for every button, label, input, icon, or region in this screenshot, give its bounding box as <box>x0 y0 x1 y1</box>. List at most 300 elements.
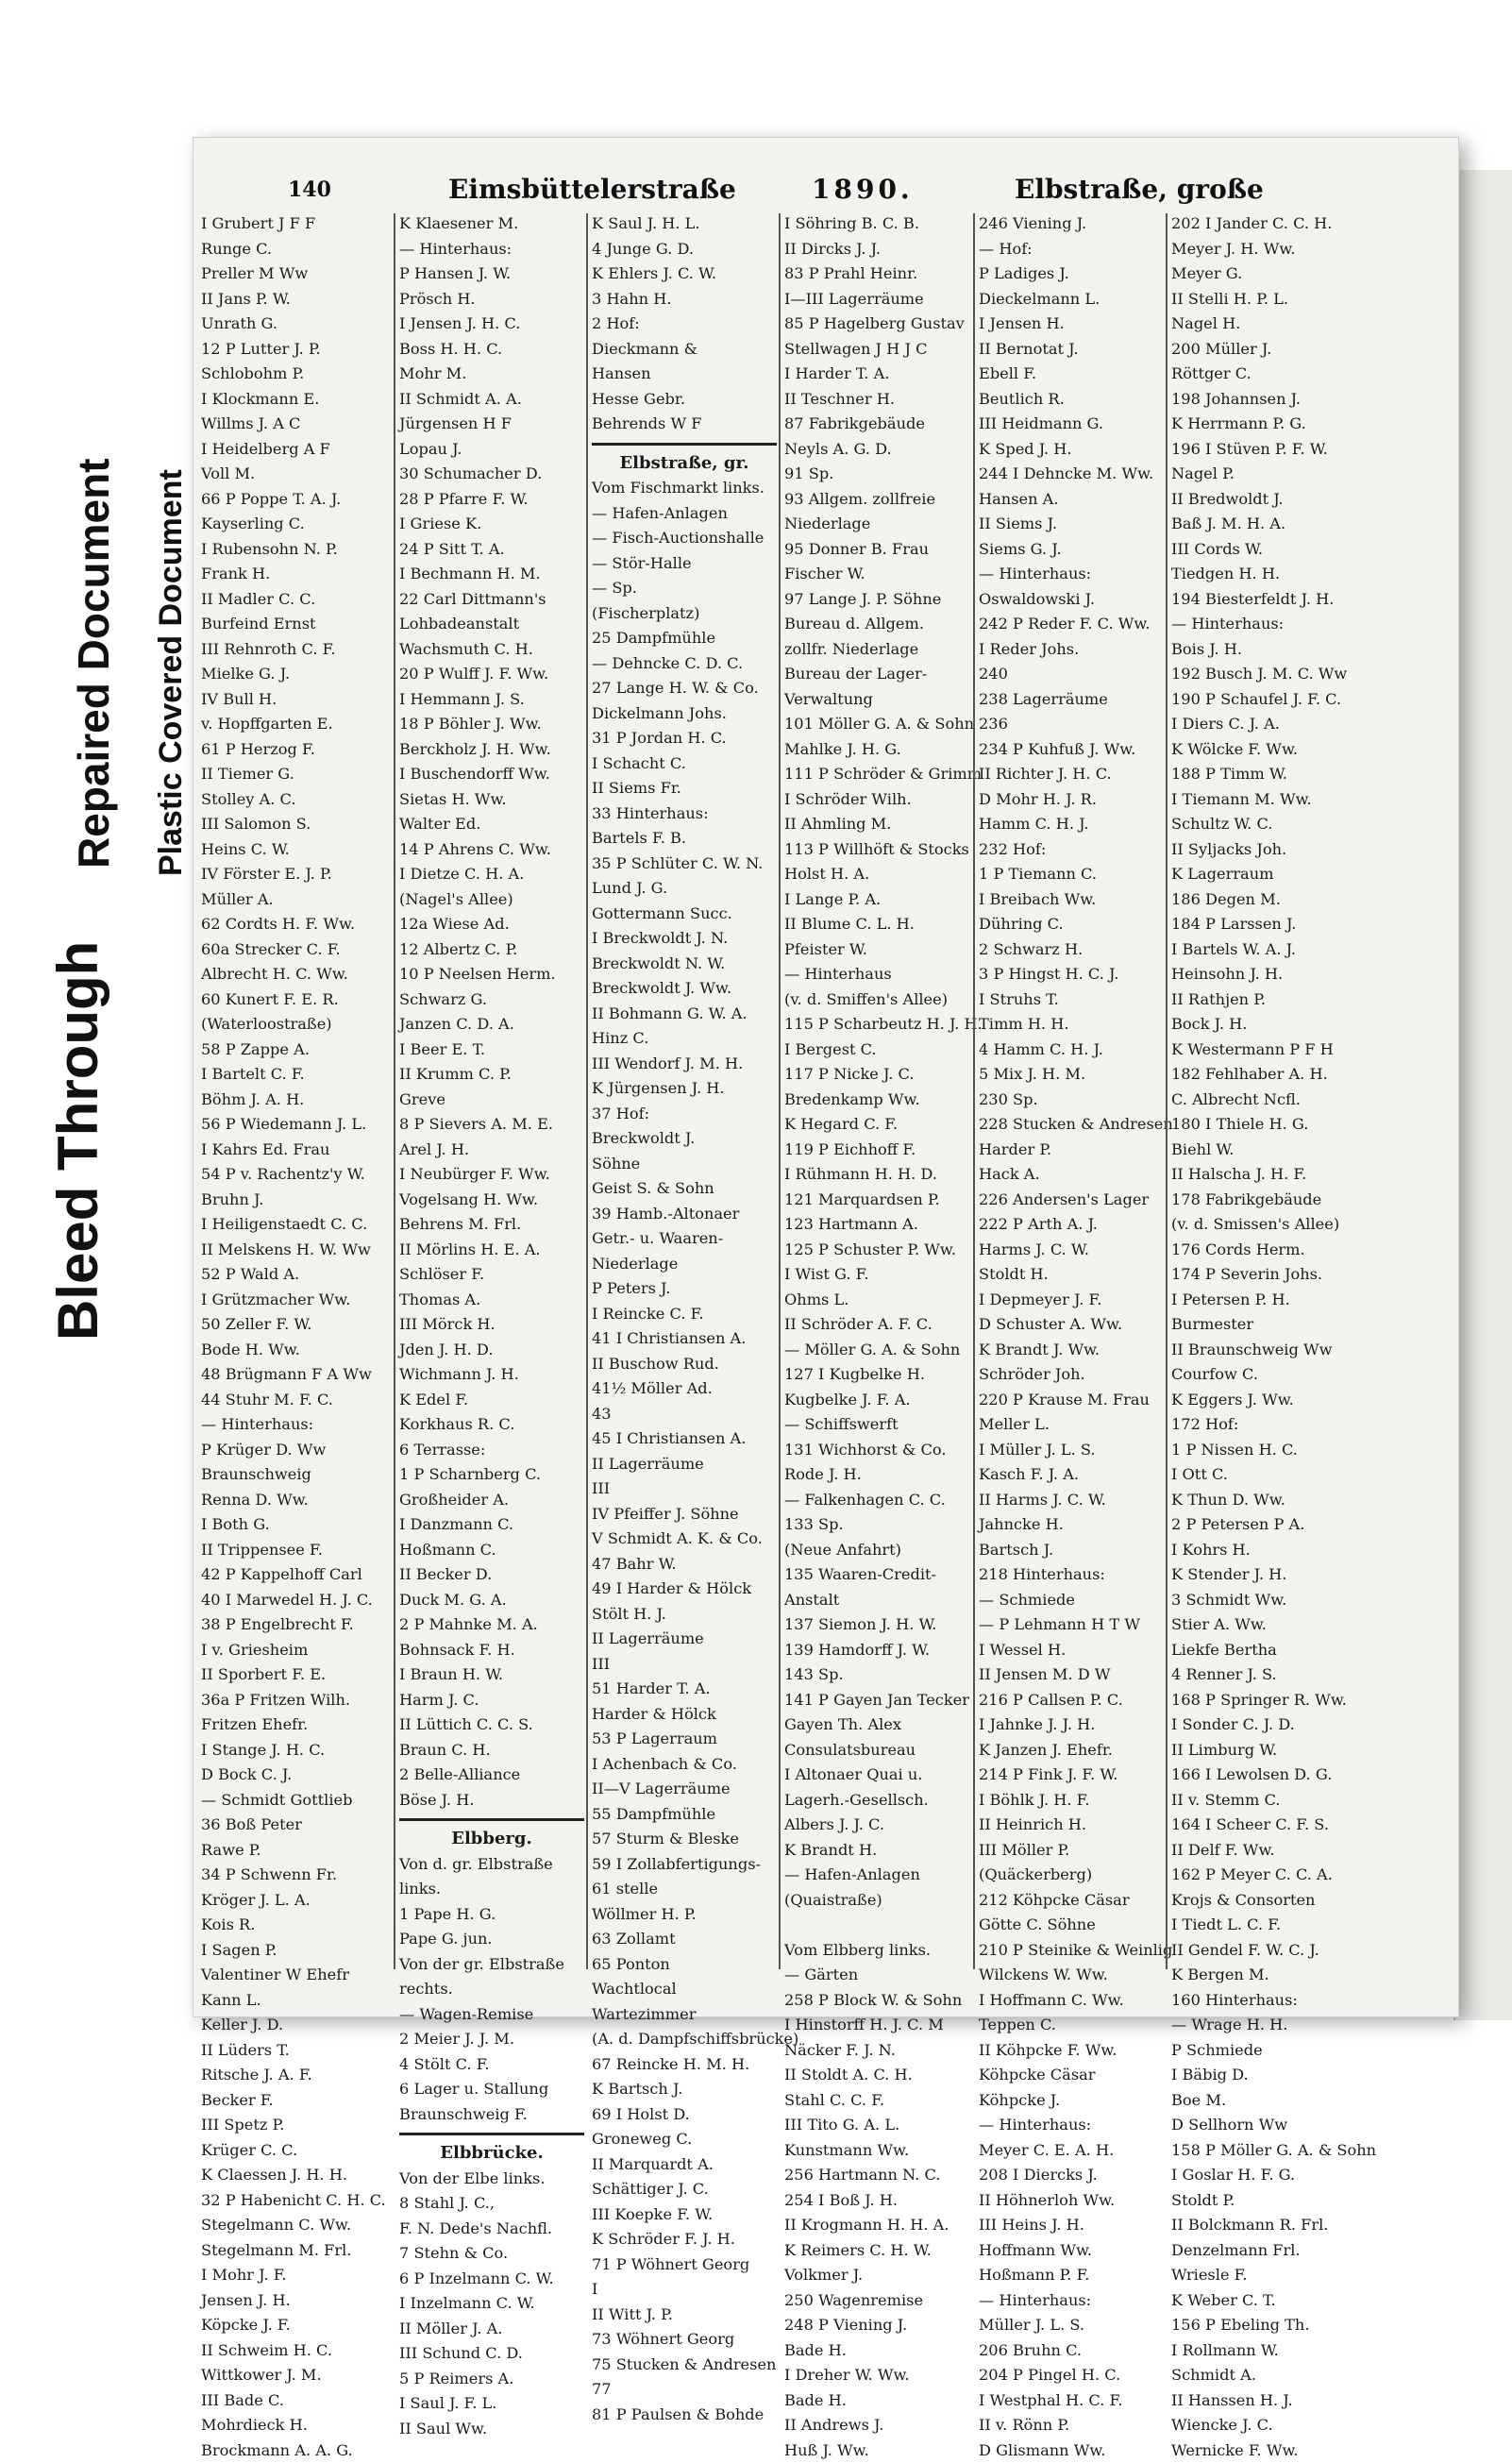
directory-entry: I Jahnke J. J. H. <box>979 1712 1164 1738</box>
plastic-covered-label: Plastic Covered Document <box>153 469 190 876</box>
directory-entry: 53 P Lagerraum <box>592 1727 777 1752</box>
directory-entry: I Rubensohn N. P. <box>201 537 390 563</box>
directory-entry: Söhne <box>592 1152 777 1177</box>
directory-entry: II Krogmann H. H. A. <box>784 2213 969 2238</box>
directory-column-3 <box>592 211 777 1958</box>
directory-entry: Timm H. H. <box>979 1012 1164 1037</box>
directory-entry: Von der Elbe links. <box>399 2167 584 2192</box>
directory-entry: Bois J. H. <box>1171 637 1407 663</box>
directory-entry: 65 Ponton <box>592 1952 777 1978</box>
directory-entry <box>784 1913 969 1938</box>
directory-entry: II Siems J. <box>979 512 1164 537</box>
directory-entry: Kröger J. L. A. <box>201 1888 390 1914</box>
directory-entry: Preller M Ww <box>201 261 390 287</box>
directory-entry: (Quäckerberg) <box>979 1863 1164 1888</box>
directory-entry: Jahncke H. <box>979 1512 1164 1538</box>
directory-entry: II Madler C. C. <box>201 587 390 613</box>
directory-entry: Müller J. L. S. <box>979 2313 1164 2338</box>
directory-entry: Jürgensen H F <box>399 412 584 437</box>
directory-entry: 242 P Reder F. C. Ww. <box>979 612 1164 637</box>
column-divider <box>394 213 395 1969</box>
directory-entry: I Grützmacher Ww. <box>201 1288 390 1313</box>
directory-entry: Berckholz J. H. Ww. <box>399 737 584 763</box>
directory-entry: 60 Kunert F. E. R. <box>201 987 390 1013</box>
directory-entry: Willms J. A C <box>201 412 390 437</box>
directory-entry: Jden J. H. D. <box>399 1338 584 1363</box>
directory-entry: Stolley A. C. <box>201 787 390 813</box>
directory-entry: 208 I Diercks J. <box>979 2163 1164 2188</box>
directory-entry: II Ahmling M. <box>784 812 969 837</box>
directory-entry: 6 Lager u. Stallung <box>399 2077 584 2102</box>
directory-entry: 54 P v. Rachentz'y W. <box>201 1162 390 1188</box>
directory-entry: II Halscha J. H. F. <box>1171 1162 1407 1188</box>
directory-entry: Niederlage <box>784 512 969 537</box>
directory-entry: II—V Lagerräume <box>592 1777 777 1802</box>
directory-entry: 51 Harder T. A. <box>592 1677 777 1702</box>
directory-entry: Schättiger J. C. <box>592 2177 777 2202</box>
directory-entry: I Breibach Ww. <box>979 887 1164 913</box>
directory-entry: I Griese K. <box>399 512 584 537</box>
directory-entry: 210 P Steinike & Weinlig <box>979 1938 1164 1964</box>
directory-entry: (v. d. Smissen's Allee) <box>1171 1212 1407 1238</box>
directory-entry: 49 I Harder & Hölck <box>592 1577 777 1602</box>
directory-entry: 2 P Mahnke M. A. <box>399 1612 584 1638</box>
directory-entry: Kunstmann Ww. <box>784 2138 969 2164</box>
directory-entry: I Diers C. J. A. <box>1171 712 1407 737</box>
directory-entry: 56 P Wiedemann J. L. <box>201 1112 390 1138</box>
directory-entry: IV Förster E. J. P. <box>201 862 390 887</box>
directory-entry: II Lagerräume <box>592 1627 777 1652</box>
directory-entry: Krojs & Consorten <box>1171 1888 1407 1914</box>
directory-entry: Nagel H. <box>1171 312 1407 337</box>
directory-entry: Bade H. <box>784 2338 969 2364</box>
directory-entry: rechts. <box>399 1977 584 2002</box>
directory-entry: K Schröder F. J. H. <box>592 2227 777 2252</box>
directory-entry: II Tiemer G. <box>201 762 390 787</box>
directory-entry: I Harder T. A. <box>784 362 969 387</box>
directory-entry: — Hinterhaus: <box>1171 612 1407 637</box>
directory-entry: Rawe P. <box>201 1838 390 1864</box>
directory-entry: Harm J. C. <box>399 1688 584 1713</box>
directory-entry: (A. d. Dampfschiffsbrücke) <box>592 2027 777 2052</box>
directory-entry: Lund J. G. <box>592 876 777 902</box>
directory-entry: 12 Albertz C. P. <box>399 937 584 963</box>
directory-entry: I—III Lagerräume <box>784 287 969 312</box>
directory-entry: Hoffmann Ww. <box>979 2238 1164 2264</box>
directory-entry: 2 Belle-Alliance <box>399 1763 584 1788</box>
directory-entry: Ritsche J. A. F. <box>201 2063 390 2088</box>
directory-entry: 200 Müller J. <box>1171 337 1407 363</box>
directory-entry: Runge C. <box>201 237 390 262</box>
directory-entry: Wöllmer H. P. <box>592 1902 777 1928</box>
directory-entry: 141 P Gayen Jan Tecker <box>784 1688 969 1713</box>
directory-entry: 190 P Schaufel J. F. C. <box>1171 687 1407 713</box>
directory-entry: v. Hopffgarten E. <box>201 712 390 737</box>
directory-entry: 57 Sturm & Bleske <box>592 1827 777 1852</box>
directory-entry: Dickelmann Johs. <box>592 701 777 727</box>
directory-entry: 2 Meier J. J. M. <box>399 2027 584 2052</box>
directory-entry: Köhpcke J. <box>979 2088 1164 2114</box>
directory-entry: Kayserling C. <box>201 512 390 537</box>
directory-entry: III Heins J. H. <box>979 2213 1164 2238</box>
section-rule <box>399 1818 584 1821</box>
directory-entry: III Möller P. <box>979 1838 1164 1864</box>
directory-entry: Stölt H. J. <box>592 1602 777 1628</box>
directory-entry: Tiedgen H. H. <box>1171 562 1407 587</box>
directory-entry: I Achenbach & Co. <box>592 1752 777 1778</box>
directory-entry: Bredenkamp Ww. <box>784 1088 969 1113</box>
directory-entry: 39 Hamb.-Altonaer <box>592 1202 777 1227</box>
directory-entry: K Westermann P F H <box>1171 1037 1407 1063</box>
directory-entry: I <box>592 2277 777 2303</box>
directory-entry: — Hinterhaus: <box>399 237 584 262</box>
directory-entry: I Söhring B. C. B. <box>784 211 969 237</box>
directory-entry: II Krumm C. P. <box>399 1062 584 1088</box>
directory-entry: K Herrmann P. G. <box>1171 412 1407 437</box>
directory-entry: 166 I Lewolsen D. G. <box>1171 1763 1407 1788</box>
directory-entry: II Gendel F. W. C. J. <box>1171 1938 1407 1964</box>
directory-entry: 238 Lagerräume <box>979 687 1164 713</box>
directory-entry: II Höhnerloh Ww. <box>979 2188 1164 2214</box>
directory-entry: 143 Sp. <box>784 1662 969 1688</box>
directory-entry: 60a Strecker C. F. <box>201 937 390 963</box>
left-street-title: Eimsbüttelerstraße <box>448 174 736 205</box>
directory-entry: 113 P Willhöft & Stocks <box>784 837 969 863</box>
directory-entry: III Koepke F. W. <box>592 2202 777 2228</box>
directory-entry: K Hegard C. F. <box>784 1112 969 1138</box>
directory-entry: Mahlke J. H. G. <box>784 737 969 763</box>
directory-entry: I Beer E. T. <box>399 1037 584 1063</box>
directory-entry: I Ott C. <box>1171 1462 1407 1488</box>
directory-entry: 178 Fabrikgebäude <box>1171 1188 1407 1213</box>
directory-entry: Mohr M. <box>399 362 584 387</box>
directory-entry: 172 Hof: <box>1171 1412 1407 1438</box>
directory-entry: II Mörlins H. E. A. <box>399 1238 584 1263</box>
directory-entry: 33 Hinterhaus: <box>592 801 777 827</box>
directory-entry: Volkmer J. <box>784 2263 969 2288</box>
directory-entry: (Quaistraße) <box>784 1888 969 1914</box>
directory-entry: II Jensen M. D W <box>979 1662 1164 1688</box>
directory-entry: 12 P Lutter J. P. <box>201 337 390 363</box>
directory-entry: 204 P Pingel H. C. <box>979 2363 1164 2388</box>
directory-entry: Hamm C. H. J. <box>979 812 1164 837</box>
directory-entry: Behrens M. Frl. <box>399 1212 584 1238</box>
directory-entry: K Bergen M. <box>1171 1963 1407 1988</box>
directory-entry: IV Bull H. <box>201 687 390 713</box>
directory-entry: Neyls A. G. D. <box>784 437 969 463</box>
directory-entry: Harms J. C. W. <box>979 1238 1164 1263</box>
bleed-through-label: Bleed Through <box>45 941 110 1341</box>
directory-entry: 1 P Scharnberg C. <box>399 1462 584 1488</box>
directory-entry: Lagerh.-Gesellsch. <box>784 1788 969 1814</box>
directory-entry: 125 P Schuster P. Ww. <box>784 1238 969 1263</box>
directory-entry: II Hanssen H. J. <box>1171 2388 1407 2414</box>
directory-entry: Getr.- u. Waaren- <box>592 1226 777 1252</box>
directory-entry: Liekfe Bertha <box>1171 1638 1407 1663</box>
directory-entry: 63 Zollamt <box>592 1927 777 1952</box>
directory-entry: III Schund C. D. <box>399 2341 584 2367</box>
directory-entry: 81 P Paulsen & Bohde <box>592 2403 777 2428</box>
directory-entry: II Delf F. Ww. <box>1171 1838 1407 1864</box>
directory-entry: II Limburg W. <box>1171 1738 1407 1763</box>
column-divider <box>586 213 588 1969</box>
directory-entry: 182 Fehlhaber A. H. <box>1171 1062 1407 1088</box>
directory-entry: 184 P Larssen J. <box>1171 912 1407 937</box>
directory-entry: K Stender J. H. <box>1171 1562 1407 1588</box>
directory-entry: II Teschner H. <box>784 387 969 413</box>
directory-entry: III Wendorf J. M. H. <box>592 1052 777 1077</box>
directory-entry: 22 Carl Dittmann's <box>399 587 584 613</box>
directory-entry: 67 Reincke H. M. H. <box>592 2052 777 2078</box>
directory-entry: Braun C. H. <box>399 1738 584 1763</box>
directory-entry: Burmester <box>1171 1312 1407 1338</box>
directory-entry: K Jürgensen J. H. <box>592 1076 777 1102</box>
directory-entry: I Tiemann M. Ww. <box>1171 787 1407 813</box>
directory-entry: Braunschweig <box>201 1462 390 1488</box>
directory-entry: P Schmiede <box>1171 2038 1407 2064</box>
directory-entry: II Bernotat J. <box>979 337 1164 363</box>
directory-entry: I Petersen P. H. <box>1171 1288 1407 1313</box>
directory-entry: Wachsmuth C. H. <box>399 637 584 663</box>
directory-entry: P Ladiges J. <box>979 261 1164 287</box>
section-heading: Elbstraße, gr. <box>592 451 777 477</box>
directory-entry: 123 Hartmann A. <box>784 1212 969 1238</box>
directory-entry: 158 P Möller G. A. & Sohn <box>1171 2138 1407 2164</box>
directory-entry: 35 P Schlüter C. W. N. <box>592 852 777 877</box>
directory-page <box>193 138 1458 2016</box>
directory-entry: links. <box>399 1877 584 1902</box>
directory-entry: Stier A. Ww. <box>1171 1612 1407 1638</box>
directory-entry: II Bohmann G. W. A. <box>592 1002 777 1027</box>
directory-entry: — Schmidt Gottlieb <box>201 1788 390 1814</box>
directory-entry: I Breckwoldt J. N. <box>592 926 777 952</box>
directory-entry: III Salomon S. <box>201 812 390 837</box>
directory-entry: II Becker D. <box>399 1562 584 1588</box>
directory-entry: 8 Stahl J. C., <box>399 2191 584 2217</box>
directory-entry: 41½ Möller Ad. <box>592 1376 777 1402</box>
directory-entry: 2 P Petersen P A. <box>1171 1512 1407 1538</box>
directory-entry: 160 Hinterhaus: <box>1171 1988 1407 2014</box>
directory-entry: 8 P Sievers A. M. E. <box>399 1112 584 1138</box>
directory-entry: I Kohrs H. <box>1171 1538 1407 1563</box>
directory-entry: Röttger C. <box>1171 362 1407 387</box>
directory-entry: I Heidelberg A F <box>201 437 390 463</box>
directory-entry: II Bolckmann R. Frl. <box>1171 2213 1407 2238</box>
directory-entry: I Klockmann E. <box>201 387 390 413</box>
directory-entry: Meyer J. H. Ww. <box>1171 237 1407 262</box>
directory-entry: II Siems Fr. <box>592 776 777 801</box>
directory-entry: Stegelmann M. Frl. <box>201 2238 390 2264</box>
directory-entry: II Sporbert F. E. <box>201 1662 390 1688</box>
directory-entry: II Marquardt A. <box>592 2152 777 2178</box>
directory-entry: 59 I Zollabfertigungs- <box>592 1852 777 1878</box>
directory-entry: 212 Köhpcke Cäsar <box>979 1888 1164 1914</box>
directory-entry: 4 Renner J. S. <box>1171 1662 1407 1688</box>
directory-entry: Breckwoldt J. Ww. <box>592 976 777 1002</box>
directory-entry: Stahl C. C. F. <box>784 2088 969 2114</box>
directory-entry: zollfr. Niederlage <box>784 637 969 663</box>
directory-entry: II Andrews J. <box>784 2413 969 2438</box>
directory-entry: Boss H. H. C. <box>399 337 584 363</box>
directory-entry: Lohbadeanstalt <box>399 612 584 637</box>
directory-entry: II Möller J. A. <box>399 2317 584 2342</box>
directory-entry: I Böhlk J. H. F. <box>979 1788 1164 1814</box>
directory-entry: K Saul J. H. L. <box>592 211 777 237</box>
directory-entry: Schröder Joh. <box>979 1362 1164 1388</box>
directory-entry: 69 I Holst D. <box>592 2102 777 2128</box>
directory-entry: I Wessel H. <box>979 1638 1164 1663</box>
directory-entry: 194 Biesterfeldt J. H. <box>1171 587 1407 613</box>
directory-entry: Harder & Hölck <box>592 1702 777 1728</box>
directory-entry: I Neubürger F. Ww. <box>399 1162 584 1188</box>
directory-entry: 10 P Neelsen Herm. <box>399 962 584 987</box>
directory-entry: 4 Junge G. D. <box>592 237 777 262</box>
directory-entry: I Inzelmann C. W. <box>399 2291 584 2317</box>
directory-entry: — Hafen-Anlagen <box>784 1863 969 1888</box>
directory-entry: Boe M. <box>1171 2088 1407 2114</box>
directory-entry: K Weber C. T. <box>1171 2288 1407 2314</box>
directory-entry: 117 P Nicke J. C. <box>784 1062 969 1088</box>
directory-entry: Huß J. Ww. <box>784 2438 969 2463</box>
directory-entry: 25 Dampfmühle <box>592 626 777 651</box>
directory-entry: 127 I Kugbelke H. <box>784 1362 969 1388</box>
directory-entry: Bureau d. Allgem. <box>784 612 969 637</box>
directory-entry: Gayen Th. Alex <box>784 1712 969 1738</box>
directory-entry: II Stelli H. P. L. <box>1171 287 1407 312</box>
directory-entry: D Mohr H. J. R. <box>979 787 1164 813</box>
directory-entry: Renna D. Ww. <box>201 1488 390 1513</box>
directory-entry: 87 Fabrikgebäude <box>784 412 969 437</box>
directory-entry: 66 P Poppe T. A. J. <box>201 487 390 513</box>
directory-entry: Von der gr. Elbstraße <box>399 1952 584 1978</box>
directory-entry: Duck M. G. A. <box>399 1588 584 1613</box>
directory-entry: III Rehnroth C. F. <box>201 637 390 663</box>
directory-entry: Courfow C. <box>1171 1362 1407 1388</box>
directory-entry: D Glismann Ww. <box>979 2438 1164 2463</box>
directory-entry: I Schacht C. <box>592 751 777 777</box>
directory-entry: Stegelmann C. Ww. <box>201 2213 390 2238</box>
directory-entry: Geist S. & Sohn <box>592 1176 777 1202</box>
directory-entry: 14 P Ahrens C. Ww. <box>399 837 584 863</box>
directory-entry: 121 Marquardsen P. <box>784 1188 969 1213</box>
directory-entry: Vogelsang H. Ww. <box>399 1188 584 1213</box>
directory-entry: Verwaltung <box>784 687 969 713</box>
directory-entry: Schlöser F. <box>399 1262 584 1288</box>
directory-entry: Ohms L. <box>784 1288 969 1313</box>
section-rule <box>399 2133 584 2135</box>
directory-entry: II Saul Ww. <box>399 2417 584 2442</box>
directory-entry: 38 P Engelbrecht F. <box>201 1612 390 1638</box>
directory-entry: III <box>592 1652 777 1678</box>
directory-entry: I Altonaer Quai u. <box>784 1763 969 1788</box>
directory-entry: Kois R. <box>201 1913 390 1938</box>
directory-entry: 47 Bahr W. <box>592 1552 777 1577</box>
directory-entry: K Janzen J. Ehefr. <box>979 1738 1164 1763</box>
directory-entry: Hoßmann C. <box>399 1538 584 1563</box>
directory-entry: III Mörck H. <box>399 1312 584 1338</box>
directory-entry: Ebell F. <box>979 362 1164 387</box>
directory-entry: 115 P Scharbeutz H. J. H. <box>784 1012 969 1037</box>
directory-entry: Stellwagen J H J C <box>784 337 969 363</box>
directory-entry: Wilckens W. Ww. <box>979 1963 1164 1988</box>
column-divider <box>1166 213 1168 1969</box>
directory-entry: Unrath G. <box>201 312 390 337</box>
directory-entry: 4 Stölt C. F. <box>399 2052 584 2078</box>
directory-entry: D Schuster A. Ww. <box>979 1312 1164 1338</box>
directory-entry: I Rühmann H. H. D. <box>784 1162 969 1188</box>
directory-entry: 101 Möller G. A. & Sohn <box>784 712 969 737</box>
directory-entry: I Hemmann J. S. <box>399 687 584 713</box>
directory-entry: Krüger C. C. <box>201 2138 390 2164</box>
directory-entry: Breckwoldt N. W. <box>592 952 777 977</box>
directory-entry: II Stoldt A. C. H. <box>784 2063 969 2088</box>
right-street-title: Elbstraße, große <box>1015 174 1264 205</box>
directory-entry: II Lüttich C. C. S. <box>399 1712 584 1738</box>
directory-entry: Fritzen Ehefr. <box>201 1712 390 1738</box>
directory-entry: Harder P. <box>979 1138 1164 1163</box>
directory-entry: — Hof: <box>979 237 1164 262</box>
directory-entry: Hansen A. <box>979 487 1164 513</box>
directory-entry: Frank H. <box>201 562 390 587</box>
directory-entry: Schlobohm P. <box>201 362 390 387</box>
directory-entry: II Lüders T. <box>201 2038 390 2064</box>
directory-entry: — Hafen-Anlagen <box>592 501 777 527</box>
directory-entry: 164 I Scheer C. F. S. <box>1171 1813 1407 1838</box>
directory-entry: II Witt J. P. <box>592 2303 777 2328</box>
directory-entry: 83 P Prahl Heinr. <box>784 261 969 287</box>
directory-entry: Müller A. <box>201 887 390 913</box>
directory-entry: — Fisch-Auctionshalle <box>592 526 777 551</box>
directory-entry: I Wist G. F. <box>784 1262 969 1288</box>
directory-entry: III Heidmann G. <box>979 412 1164 437</box>
directory-entry: Götte C. Söhne <box>979 1913 1164 1938</box>
directory-entry: — Hinterhaus: <box>979 2288 1164 2314</box>
directory-entry: 139 Hamdorff J. W. <box>784 1638 969 1663</box>
directory-entry: 40 I Marwedel H. J. C. <box>201 1588 390 1613</box>
directory-entry: 36 Boß Peter <box>201 1813 390 1838</box>
directory-entry: Kasch F. J. A. <box>979 1462 1164 1488</box>
directory-entry: I Tiedt L. C. F. <box>1171 1913 1407 1938</box>
directory-entry: — Möller G. A. & Sohn <box>784 1338 969 1363</box>
directory-entry: Wichmann J. H. <box>399 1362 584 1388</box>
directory-entry: 228 Stucken & Andresen <box>979 1112 1164 1138</box>
directory-entry: Kann L. <box>201 1988 390 2014</box>
directory-entry: — Hinterhaus: <box>201 1412 390 1438</box>
directory-entry: 30 Schumacher D. <box>399 462 584 487</box>
directory-entry: III Tito G. A. L. <box>784 2113 969 2138</box>
directory-entry: Meyer G. <box>1171 261 1407 287</box>
directory-entry: — Stör-Halle <box>592 551 777 577</box>
directory-entry: Mohrdieck H. <box>201 2413 390 2438</box>
directory-entry: 250 Wagenremise <box>784 2288 969 2314</box>
directory-entry: Köpcke J. F. <box>201 2313 390 2338</box>
directory-entry: II Melskens H. W. Ww <box>201 1238 390 1263</box>
directory-entry: Anstalt <box>784 1588 969 1613</box>
directory-entry: Consulatsbureau <box>784 1738 969 1763</box>
directory-entry: 77 <box>592 2377 777 2403</box>
directory-entry: 58 P Zappe A. <box>201 1037 390 1063</box>
directory-entry: Holst H. A. <box>784 862 969 887</box>
directory-entry: (Nagel's Allee) <box>399 887 584 913</box>
directory-entry: 216 P Callsen P. C. <box>979 1688 1164 1713</box>
directory-entry: III Bade C. <box>201 2388 390 2414</box>
directory-entry: (Waterloostraße) <box>201 1012 390 1037</box>
directory-entry: Siems G. J. <box>979 537 1164 563</box>
directory-entry: 18 P Böhler J. Ww. <box>399 712 584 737</box>
directory-entry: 222 P Arth A. J. <box>979 1212 1164 1238</box>
directory-entry: I Stange J. H. C. <box>201 1738 390 1763</box>
directory-entry: Sietas H. Ww. <box>399 787 584 813</box>
